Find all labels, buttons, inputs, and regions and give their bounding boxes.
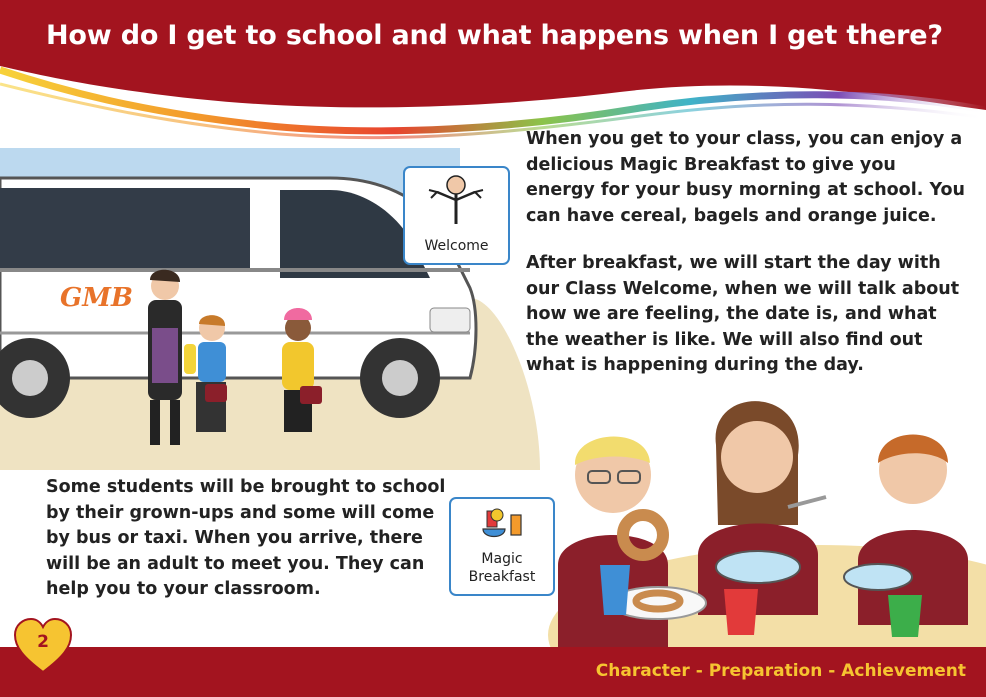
breakfast-icon — [477, 505, 527, 545]
footer-tagline: Character - Preparation - Achievement — [595, 661, 966, 681]
welcome-symbol-card — [403, 166, 510, 265]
magic-breakfast-symbol-card — [449, 497, 555, 596]
bus-logo: GMB — [60, 283, 133, 313]
page-number: 2 — [37, 632, 49, 652]
arrival-paragraph: Some students will be brought to school by their grown-ups and some will come by bus or taxi. When you arrive, there will be an adult to meet you. They can help you to your classroom. — [46, 477, 446, 599]
welcome-card-label: Welcome — [424, 238, 489, 254]
welcome-person-icon — [421, 174, 491, 232]
page-title: How do I get to school and what happens when I get there? — [46, 20, 943, 51]
class-breakfast-paragraph: When you get to your class, you can enjoy a delicious Magic Breakfast to give you energy for your busy morning at school. You can have cereal, bagels and orange juice. — [526, 129, 965, 226]
class-welcome-paragraph: After breakfast, we will start the day with our Class Welcome, when we will talk about how we are feeling, the date is, and what the weather is like. We will also find out what is happening during the day. — [526, 253, 960, 375]
breakfast-card-label — [451, 550, 553, 586]
breakfast-card-label-line1: Magic — [481, 551, 523, 567]
breakfast-scene-illustration — [548, 385, 986, 647]
breakfast-card-label-line2: Breakfast — [468, 569, 536, 585]
